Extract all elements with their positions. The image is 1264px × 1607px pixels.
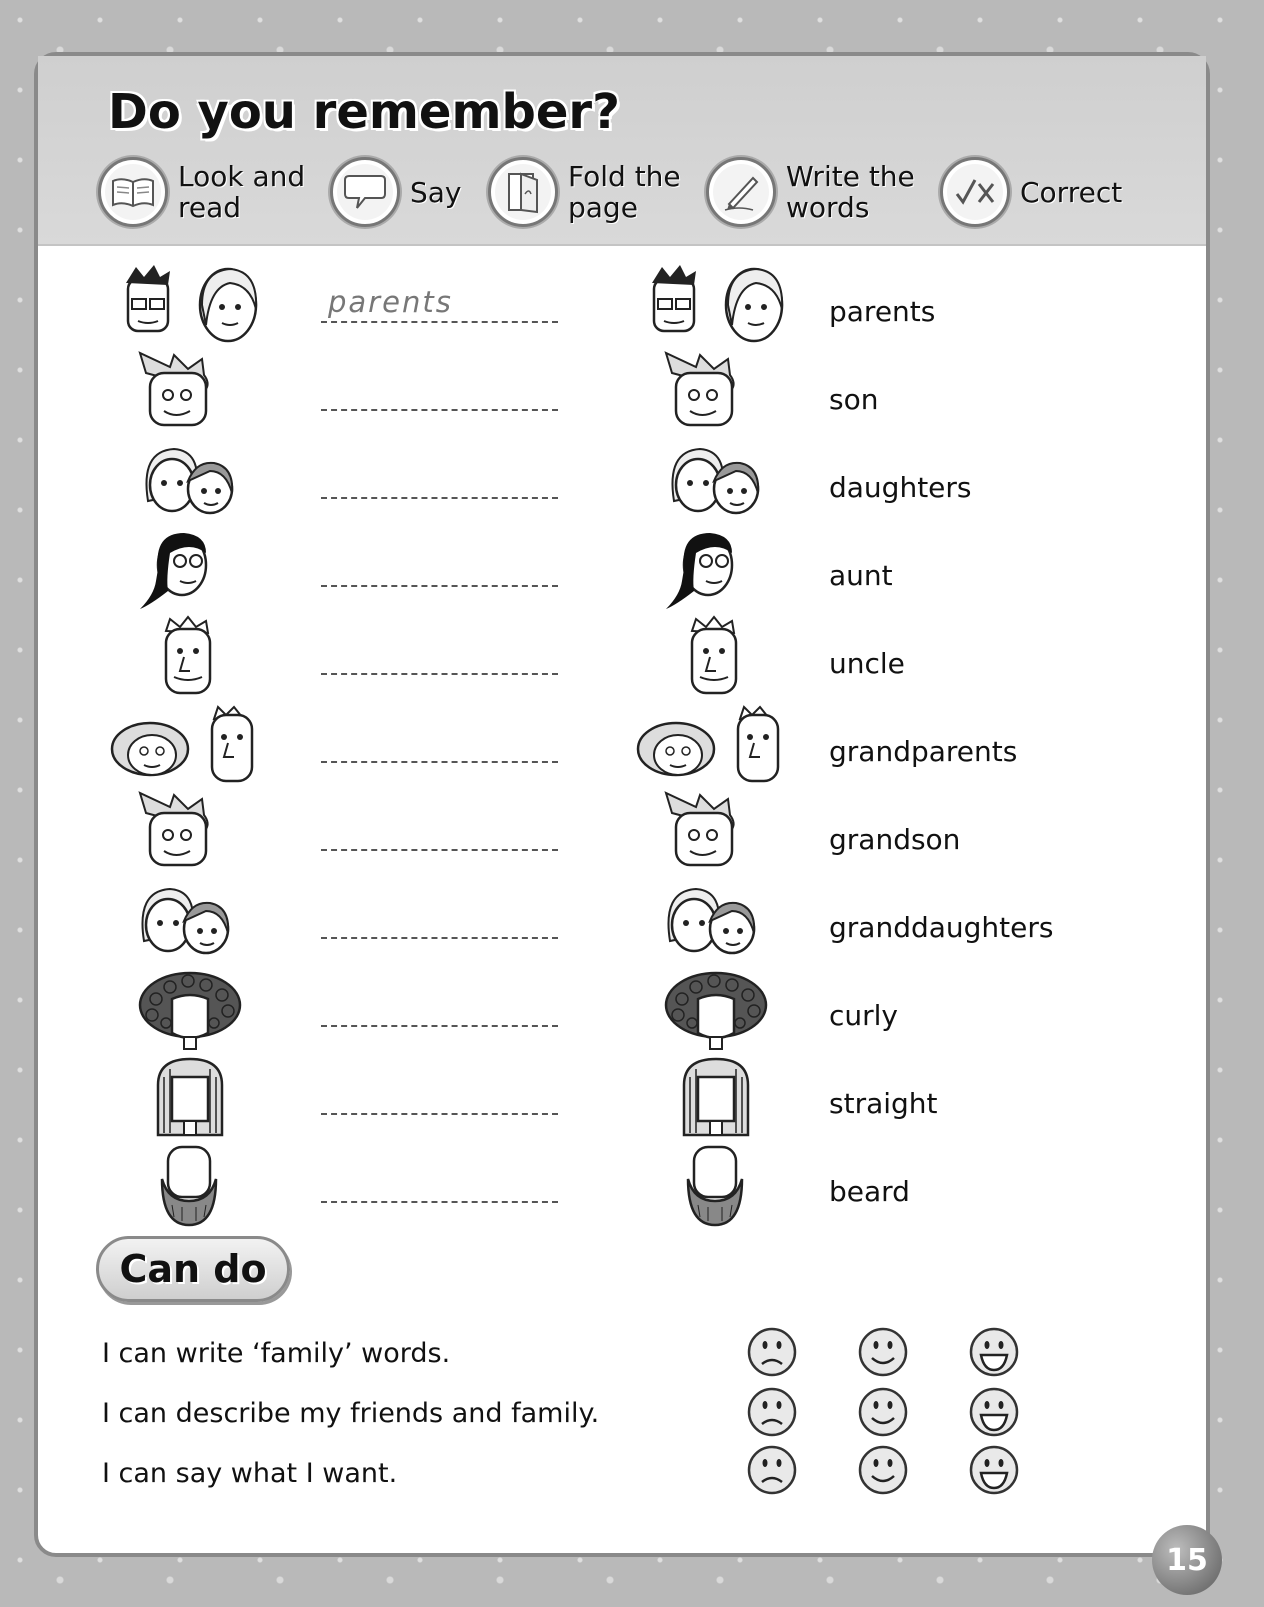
son-picture-icon bbox=[110, 353, 280, 435]
answer-line[interactable] bbox=[321, 1025, 558, 1027]
speech-bubble-icon bbox=[330, 157, 400, 227]
open-book-icon bbox=[98, 157, 168, 227]
daughters-picture-icon bbox=[636, 441, 806, 523]
list-item bbox=[38, 261, 1206, 347]
grin-face-icon[interactable] bbox=[968, 1386, 1020, 1438]
worksheet-page bbox=[34, 52, 1210, 1578]
vocabulary-word: aunt bbox=[829, 559, 893, 592]
list-item bbox=[38, 613, 1206, 699]
list-item bbox=[38, 437, 1206, 523]
page-number: 15 bbox=[1152, 1525, 1222, 1595]
sad-face-icon[interactable] bbox=[746, 1326, 798, 1378]
pen-icon bbox=[706, 157, 776, 227]
grin-face-icon[interactable] bbox=[968, 1444, 1020, 1496]
parents-picture-icon bbox=[110, 265, 280, 347]
fold-page-icon bbox=[488, 157, 558, 227]
curly-hair-picture-icon bbox=[636, 969, 806, 1051]
curly-hair-picture-icon bbox=[110, 969, 280, 1051]
vocabulary-word: granddaughters bbox=[829, 911, 1054, 944]
grin-face-icon[interactable] bbox=[968, 1326, 1020, 1378]
step-correct bbox=[940, 152, 1122, 232]
aunt-picture-icon bbox=[110, 529, 280, 611]
step-label: Correct bbox=[1020, 175, 1123, 209]
can-do-statement: I can say what I want. bbox=[102, 1458, 398, 1489]
vocabulary-word: grandparents bbox=[829, 735, 1018, 768]
list-item bbox=[38, 701, 1206, 787]
vocabulary-word: beard bbox=[829, 1175, 910, 1208]
step-write-the-words bbox=[706, 152, 915, 232]
parents-picture-icon bbox=[636, 265, 806, 347]
sad-face-icon[interactable] bbox=[746, 1444, 798, 1496]
list-item bbox=[38, 789, 1206, 875]
header-band bbox=[38, 56, 1206, 246]
list-item bbox=[38, 1141, 1206, 1227]
can-do-statement: I can describe my friends and family. bbox=[102, 1398, 600, 1429]
vocabulary-word: parents bbox=[829, 295, 936, 328]
step-say bbox=[330, 152, 462, 232]
step-label: Fold the page bbox=[568, 160, 681, 224]
granddaughters-picture-icon bbox=[636, 881, 806, 963]
aunt-picture-icon bbox=[636, 529, 806, 611]
step-look-and-read bbox=[98, 152, 305, 232]
vocabulary-word: curly bbox=[829, 999, 899, 1032]
answer-line[interactable] bbox=[321, 409, 558, 411]
answer-line[interactable] bbox=[321, 497, 558, 499]
answer-line[interactable] bbox=[321, 937, 558, 939]
uncle-picture-icon bbox=[110, 617, 280, 699]
straight-hair-picture-icon bbox=[636, 1057, 806, 1139]
list-item bbox=[38, 525, 1206, 611]
vocabulary-word: straight bbox=[829, 1087, 938, 1120]
example-answer: parents bbox=[328, 285, 453, 319]
answer-line[interactable] bbox=[321, 1113, 558, 1115]
can-do-statement: I can write ‘family’ words. bbox=[102, 1338, 451, 1369]
beard-picture-icon bbox=[110, 1145, 280, 1227]
grandparents-picture-icon bbox=[110, 705, 280, 787]
beard-picture-icon bbox=[636, 1145, 806, 1227]
smile-face-icon[interactable] bbox=[857, 1326, 909, 1378]
step-fold-the-page bbox=[488, 152, 681, 232]
answer-line[interactable] bbox=[321, 849, 558, 851]
answer-line[interactable] bbox=[321, 1201, 558, 1203]
list-item bbox=[38, 349, 1206, 435]
grandson-picture-icon bbox=[110, 793, 280, 875]
smile-face-icon[interactable] bbox=[857, 1386, 909, 1438]
smile-face-icon[interactable] bbox=[857, 1444, 909, 1496]
answer-line[interactable] bbox=[321, 585, 558, 587]
grandson-picture-icon bbox=[636, 793, 806, 875]
step-label: Say bbox=[410, 175, 462, 209]
sad-face-icon[interactable] bbox=[746, 1386, 798, 1438]
son-picture-icon bbox=[636, 353, 806, 435]
instruction-steps bbox=[98, 152, 1158, 232]
daughters-picture-icon bbox=[110, 441, 280, 523]
page-title: Do you remember? bbox=[108, 84, 620, 140]
list-item bbox=[38, 877, 1206, 963]
vocabulary-word: son bbox=[829, 383, 879, 416]
vocabulary-word: uncle bbox=[829, 647, 905, 680]
step-label: Write the words bbox=[786, 160, 915, 224]
answer-line[interactable] bbox=[321, 673, 558, 675]
list-item bbox=[38, 1053, 1206, 1139]
answer-line[interactable] bbox=[321, 761, 558, 763]
list-item bbox=[38, 965, 1206, 1051]
straight-hair-picture-icon bbox=[110, 1057, 280, 1139]
grandparents-picture-icon bbox=[636, 705, 806, 787]
tick-cross-icon bbox=[940, 157, 1010, 227]
vocabulary-word: daughters bbox=[829, 471, 972, 504]
uncle-picture-icon bbox=[636, 617, 806, 699]
step-label: Look and read bbox=[178, 160, 306, 224]
vocabulary-word: grandson bbox=[829, 823, 961, 856]
granddaughters-picture-icon bbox=[110, 881, 280, 963]
can-do-heading: Can do bbox=[96, 1236, 290, 1302]
answer-line[interactable] bbox=[321, 321, 558, 323]
